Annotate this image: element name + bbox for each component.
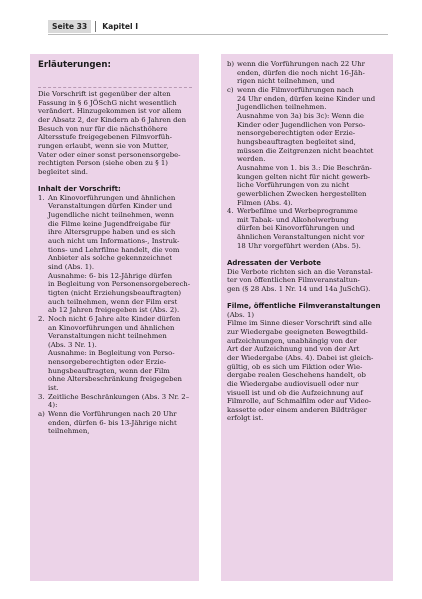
filme-paragraph [227,311,386,424]
text-line: ihre Altersgruppe haben und es sich [48,228,176,237]
text-line: dürfen bei Kinovorführungen und [237,224,355,233]
left-column [30,54,199,581]
text-line: Wenn die Vorführungen nach 20 Uhr [48,410,177,419]
text-line: Fassung in § 6 JÖSchG nicht wesentlich [38,98,177,107]
section-title: Erläuterungen: [38,60,111,70]
text-line: Die Vorschrift ist gegenüber der alten [38,90,171,98]
text-line: kassette oder einem anderen Bildträger [227,405,367,414]
text-line: zur Wiedergabe geeigneten Bewegtbild- [227,327,368,336]
text-line: Jugendliche nicht teilnehmen, wenn [48,210,174,219]
text-line: auch teilnehmen, wenn der Film erst [48,297,178,306]
text-line: die Wiedergabe audiovisuell oder nur [227,379,359,388]
list-item-3c [227,86,386,207]
text-line: aufzeichnungen, unabhängig von der [227,336,357,345]
item-text [237,60,386,86]
text-line: sind (Abs. 1). [48,262,95,271]
item-text [48,194,192,315]
text-line: rechtigten Person (siehe oben zu § 1) [38,159,168,168]
list-item-3 [38,393,192,410]
text-line: Anbieter als solche gekennzeichnet [48,254,173,263]
text-line: nensorgeberechtigten oder Erzie- [48,358,167,367]
text-line: Ausnahme: 6- bis 12-Jährige dürfen [48,271,173,280]
list-item-4 [227,207,386,250]
text-line: der Absatz 2, der Kindern ab 6 Jahren den [38,115,187,124]
text-line: hungsbeauftragten, wenn der Film [48,366,170,375]
text-line: müssen die Zeitgrenzen nicht beachtet [237,146,374,155]
text-line: rungen erlaubt, wenn sie von Mutter, [38,141,169,150]
text-line: Veranstaltungen nicht teilnehmen [48,332,167,341]
item-text [48,393,192,410]
text-line: in Begleitung von Personensorgeberech- [48,280,191,289]
text-line: Filmen (Abs. 4). [237,198,293,207]
title-divider [38,87,192,88]
text-line: gewerblichen Zwecken hergestellten [237,189,367,198]
text-line: Ausnahme von 3a) bis 3c): Wenn die [237,111,364,120]
item-text [237,207,386,250]
text-line: Ausnahme: in Begleitung von Perso- [48,349,175,358]
text-line: Werbefilme und Werbeprogramme [237,207,358,216]
intro-paragraph [38,90,192,177]
text-line: ist. [48,384,59,393]
filme-heading: Filme, öffentliche Filmveranstaltungen [227,302,381,310]
text-line: die Filme keine Jugendfreigabe für [48,219,171,228]
text-line: nensorgeberechtigten oder Erzie- [237,129,356,138]
text-line: Vater oder einer sonst personensorgebe- [38,150,181,159]
text-line: (Abs. 1) [227,310,255,319]
item-text [48,410,192,436]
text-line: Filmrolle, auf Schmalfilm oder auf Video- [227,397,372,406]
text-line: ter von öffentlichen Filmveranstaltun- [227,276,360,285]
text-line: ähnlichen Veranstaltungen nicht vor [237,233,365,242]
text-line: begleitet sind. [38,167,88,176]
text-line: wenn die Vorführungen nach 22 Uhr [237,60,365,68]
text-line: kungen gelten nicht für nicht gewerb- [237,172,371,181]
text-line: (Abs. 3 Nr. 1). [48,340,97,349]
text-line: teilnehmen, [48,427,90,436]
adressaten-paragraph [227,268,386,294]
text-line: tigten (nicht Erziehungsbeauftragten) [48,288,182,297]
item-number: b) [227,60,235,68]
text-line: dergabe realen Geschehens handelt, ob [227,371,366,380]
text-line: gen (§ 28 Abs. 1 Nr. 14 und 14a JuSchG). [227,284,371,293]
text-line: gültig, ob es sich um Fiktion oder Wie- [227,362,363,371]
text-line: hungsbeauftragten begleitet sind, [237,137,356,146]
inhalt-heading: Inhalt der Vorschrift: [38,185,121,194]
right-column [221,54,393,581]
text-line: Noch nicht 6 Jahre alte Kinder dürfen [48,314,181,323]
text-line: Ausnahme von 1. bis 3.: Die Beschrän- [237,163,372,172]
item-number: 3. [38,392,45,401]
text-line: rigen nicht teilnehmen, und [237,77,335,86]
text-line: enden, dürfen die noch nicht 16-Jäh- [237,68,365,77]
item-number: 4. [227,207,234,216]
running-header [48,20,388,33]
header-rule [48,34,388,35]
text-line: Filme im Sinne dieser Vorschrift sind alle [227,319,372,328]
header-divider [95,21,96,32]
text-line: auch nicht um Informations-, Instruk- [48,236,180,245]
list-item-3b [227,60,386,86]
text-line: visuell ist und ob die Aufzeichnung auf [227,388,363,397]
text-line: werden. [237,155,266,164]
text-line: Zeitliche Beschränkungen (Abs. 3 Nr. 2–4): [48,392,190,410]
text-line: ohne Altersbeschränkung freigegeben [48,375,182,384]
text-line: Kinder oder Jugendlichen von Perso- [237,120,366,129]
text-line: enden, dürfen 6- bis 13-Jährige nicht [48,418,177,427]
text-line: Jugendlichen teilnehmen. [237,103,327,112]
item-text [237,86,386,207]
item-number: 2. [38,314,45,323]
text-line: An Kinovorführungen und ähnlichen [48,193,176,202]
text-line: erfolgt ist. [227,414,264,423]
text-line: 18 Uhr vorgeführt werden (Abs. 5). [237,241,361,250]
text-line: wenn die Filmvorführungen nach [237,85,354,94]
text-line: 24 Uhr enden, dürfen keine Kinder und [237,94,376,103]
text-line: Altersstufe freigegebenen Filmvorfüh- [38,133,172,142]
list-item-1 [38,194,192,315]
text-line: Die Verbote richten sich an die Veranstal- [227,267,373,276]
text-line: Veranstaltungen dürfen Kinder und [48,202,173,211]
text-line: an Kinovorführungen und ähnlichen [48,323,175,332]
list-item-3a [38,410,192,436]
chapter-label: Kapitel I [102,22,139,31]
item-number: a) [38,410,45,419]
text-line: mit Tabak- und Alkoholwerbung [237,215,349,224]
item-number: c) [227,85,234,94]
text-line: liche Vorführungen von zu nicht [237,181,350,190]
text-line: Art der Aufzeichnung und von der Art [227,345,360,354]
text-line: tions- und Lehrfilme handelt, die vom [48,245,180,254]
text-line: Besuch von nur für die nächsthöhere [38,124,168,133]
text-line: der Wiedergabe (Abs. 4). Dabei ist gleich- [227,353,374,362]
item-number: 1. [38,193,45,202]
text-line: ab 12 Jahren freigegeben ist (Abs. 2). [48,306,180,315]
item-text [48,315,192,393]
page-number: Seite 33 [48,20,91,33]
text-line: verändert. Hinzugekommen ist vor allem [38,107,182,116]
adressaten-heading: Adressaten der Verbote [227,258,321,267]
list-item-2 [38,315,192,393]
